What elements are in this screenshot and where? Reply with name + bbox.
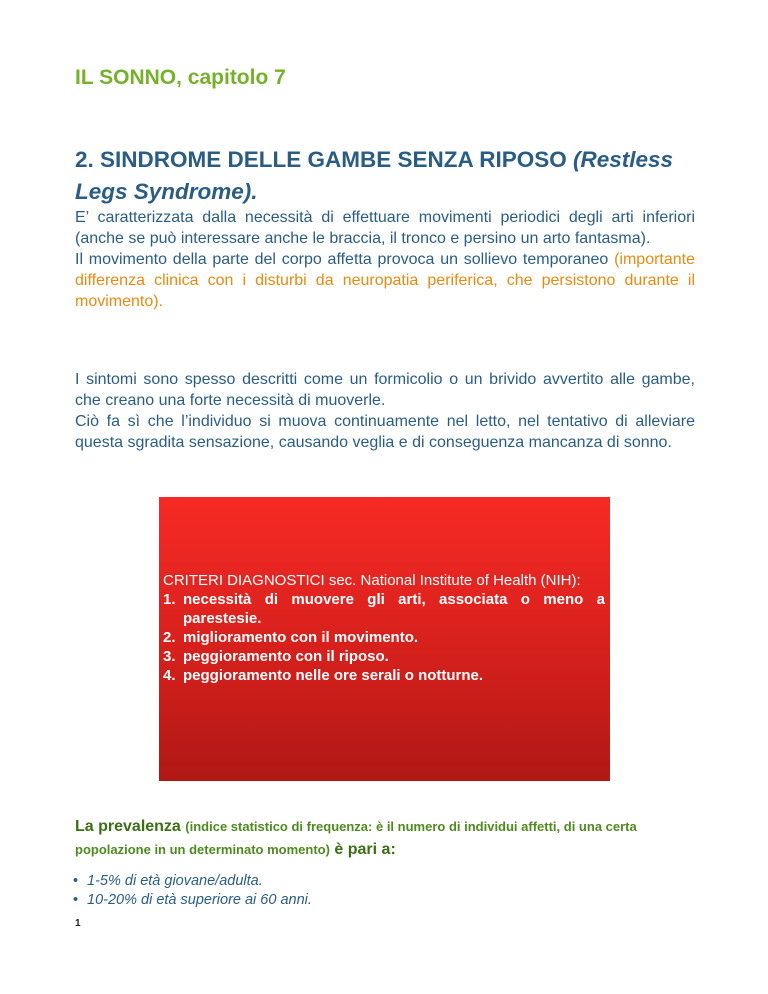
paragraph-relief-text: Il movimento della parte del corpo affetta provoca un sollievo temporaneo <box>75 251 615 268</box>
criteria-item <box>163 647 605 666</box>
paragraph-clinical-note: (importante differenza clinica con i disturbi da neuropatia periferica, che persistono durante il movimento). <box>75 251 695 310</box>
list-item-text: 1-5% di età giovane/adulta. <box>87 873 263 889</box>
section-heading-italic: (Restless Legs Syndrome). <box>75 147 674 204</box>
criteria-text: necessità di muovere gli arti, associata o meno a parestesie. <box>183 591 605 627</box>
paragraph-definition-text: E’ caratterizzata dalla necessità di effettuare movimenti periodici degli arti inferiori (anche se può interessare anche le braccia, il tronco e persino un arto fantasma). <box>75 209 695 247</box>
paragraph-consequence-text: Ciò fa sì che l’individuo si muova continuamente nel letto, nel tentativo di alleviare questa sgradita sensazione, causando veglia e di conseguenza mancanza di sonno. <box>75 413 695 451</box>
prevalence-note: (indice statistico di frequenza: è il numero di individui affetti, di una certa popolazione in un determinato momento) <box>75 819 637 857</box>
criteria-number: 3. <box>163 648 176 665</box>
paragraph-symptoms-text: I sintomi sono spesso descritti come un formicolio o un brivido avvertito alle gambe, che creano una forte necessità di muoverle. <box>75 371 695 409</box>
criteria-number: 2. <box>163 629 176 646</box>
diagnostic-criteria-box <box>159 497 610 781</box>
list-item <box>73 872 312 891</box>
diagnostic-criteria-intro: CRITERI DIAGNOSTICI sec. National Institute of Health (NIH): <box>163 572 581 589</box>
prevalence-list <box>73 872 312 910</box>
bullet-marker: • <box>73 892 79 908</box>
criteria-item <box>163 666 605 685</box>
criteria-text: peggioramento con il riposo. <box>183 648 389 665</box>
criteria-number: 4. <box>163 667 176 684</box>
diagnostic-criteria-list <box>163 590 605 685</box>
page-number: 1 <box>75 918 81 929</box>
chapter-title: IL SONNO, capitolo 7 <box>75 66 286 89</box>
section-heading <box>75 144 695 208</box>
bullet-marker: • <box>73 873 79 889</box>
prevalence-suffix: è pari a: <box>334 841 396 858</box>
criteria-text: miglioramento con il movimento. <box>183 629 419 646</box>
criteria-number: 1. <box>163 591 176 608</box>
paragraph-definition <box>75 207 695 312</box>
criteria-item <box>163 628 605 647</box>
criteria-item <box>163 590 605 628</box>
section-heading-main: 2. SINDROME DELLE GAMBE SENZA RIPOSO <box>75 147 573 172</box>
criteria-text: peggioramento nelle ore serali o notturne. <box>183 667 484 684</box>
list-item-text: 10-20% di età superiore ai 60 anni. <box>87 892 312 908</box>
diagnostic-criteria-content <box>163 571 605 685</box>
list-item <box>73 891 312 910</box>
paragraph-symptoms <box>75 369 695 453</box>
prevalence-paragraph <box>75 815 715 861</box>
prevalence-label: La prevalenza <box>75 818 181 835</box>
